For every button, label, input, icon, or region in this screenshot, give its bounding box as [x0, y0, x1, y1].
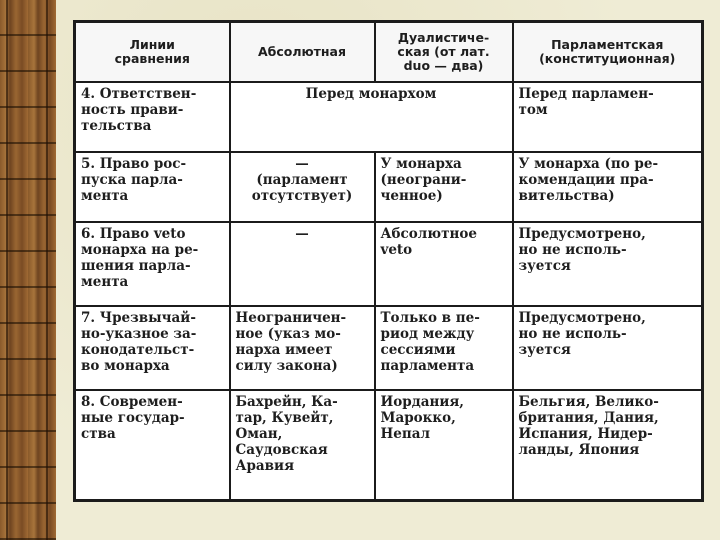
table-row: [75, 152, 703, 222]
row-criterion: 8. Современ- ные государ- ства: [75, 390, 230, 501]
cell-parliamentary: Предусмотрено, но не исполь- зуется: [513, 222, 703, 306]
cell-absolute: —: [230, 222, 375, 306]
table-row: [75, 306, 703, 390]
header-parliamentary: Парламентская (конституционная): [513, 22, 703, 82]
cell-absolute: Неограничен- ное (указ мо- нарха имеет силу закона): [230, 306, 375, 390]
cell-absolute: — (парламент отсутствует): [230, 152, 375, 222]
row-criterion: 6. Право veto монарха на ре- шения парла- мента: [75, 222, 230, 306]
table-row: [75, 390, 703, 501]
cell-dualistic: Только в пе- риод между сессиями парламента: [375, 306, 513, 390]
cell-parliamentary: Бельгия, Велико- британия, Дания, Испания, Нидер- ланды, Япония: [513, 390, 703, 501]
decorative-wood-border: [0, 0, 56, 540]
row-criterion: 4. Ответствен- ность прави- тельства: [75, 82, 230, 152]
cell-parliamentary: Перед парламен- том: [513, 82, 703, 152]
cell-parliamentary: Предусмотрено, но не исполь- зуется: [513, 306, 703, 390]
header-dualistic: Дуалистиче- ская (от лат. duo — два): [375, 22, 513, 82]
row-criterion: 5. Право рос- пуска парла- мента: [75, 152, 230, 222]
header-absolute: Абсолютная: [230, 22, 375, 82]
cell-dualistic: Иордания, Марокко, Непал: [375, 390, 513, 501]
cell-parliamentary: У монарха (по ре- комендации пра- вительства): [513, 152, 703, 222]
row-criterion: 7. Чрезвычай- но-указное за- конодательст- во монарха: [75, 306, 230, 390]
comparison-table: [73, 20, 704, 502]
merged-cell: Перед монархом: [230, 82, 513, 152]
cell-absolute: Бахрейн, Ка- тар, Кувейт, Оман, Саудовская Аравия: [230, 390, 375, 501]
table-header-row: [75, 22, 703, 82]
cell-dualistic: У монарха (неограни- ченное): [375, 152, 513, 222]
cell-dualistic: Абсолютное veto: [375, 222, 513, 306]
table-row: [75, 82, 703, 152]
table-row: [75, 222, 703, 306]
header-criteria: Линии сравнения: [75, 22, 230, 82]
